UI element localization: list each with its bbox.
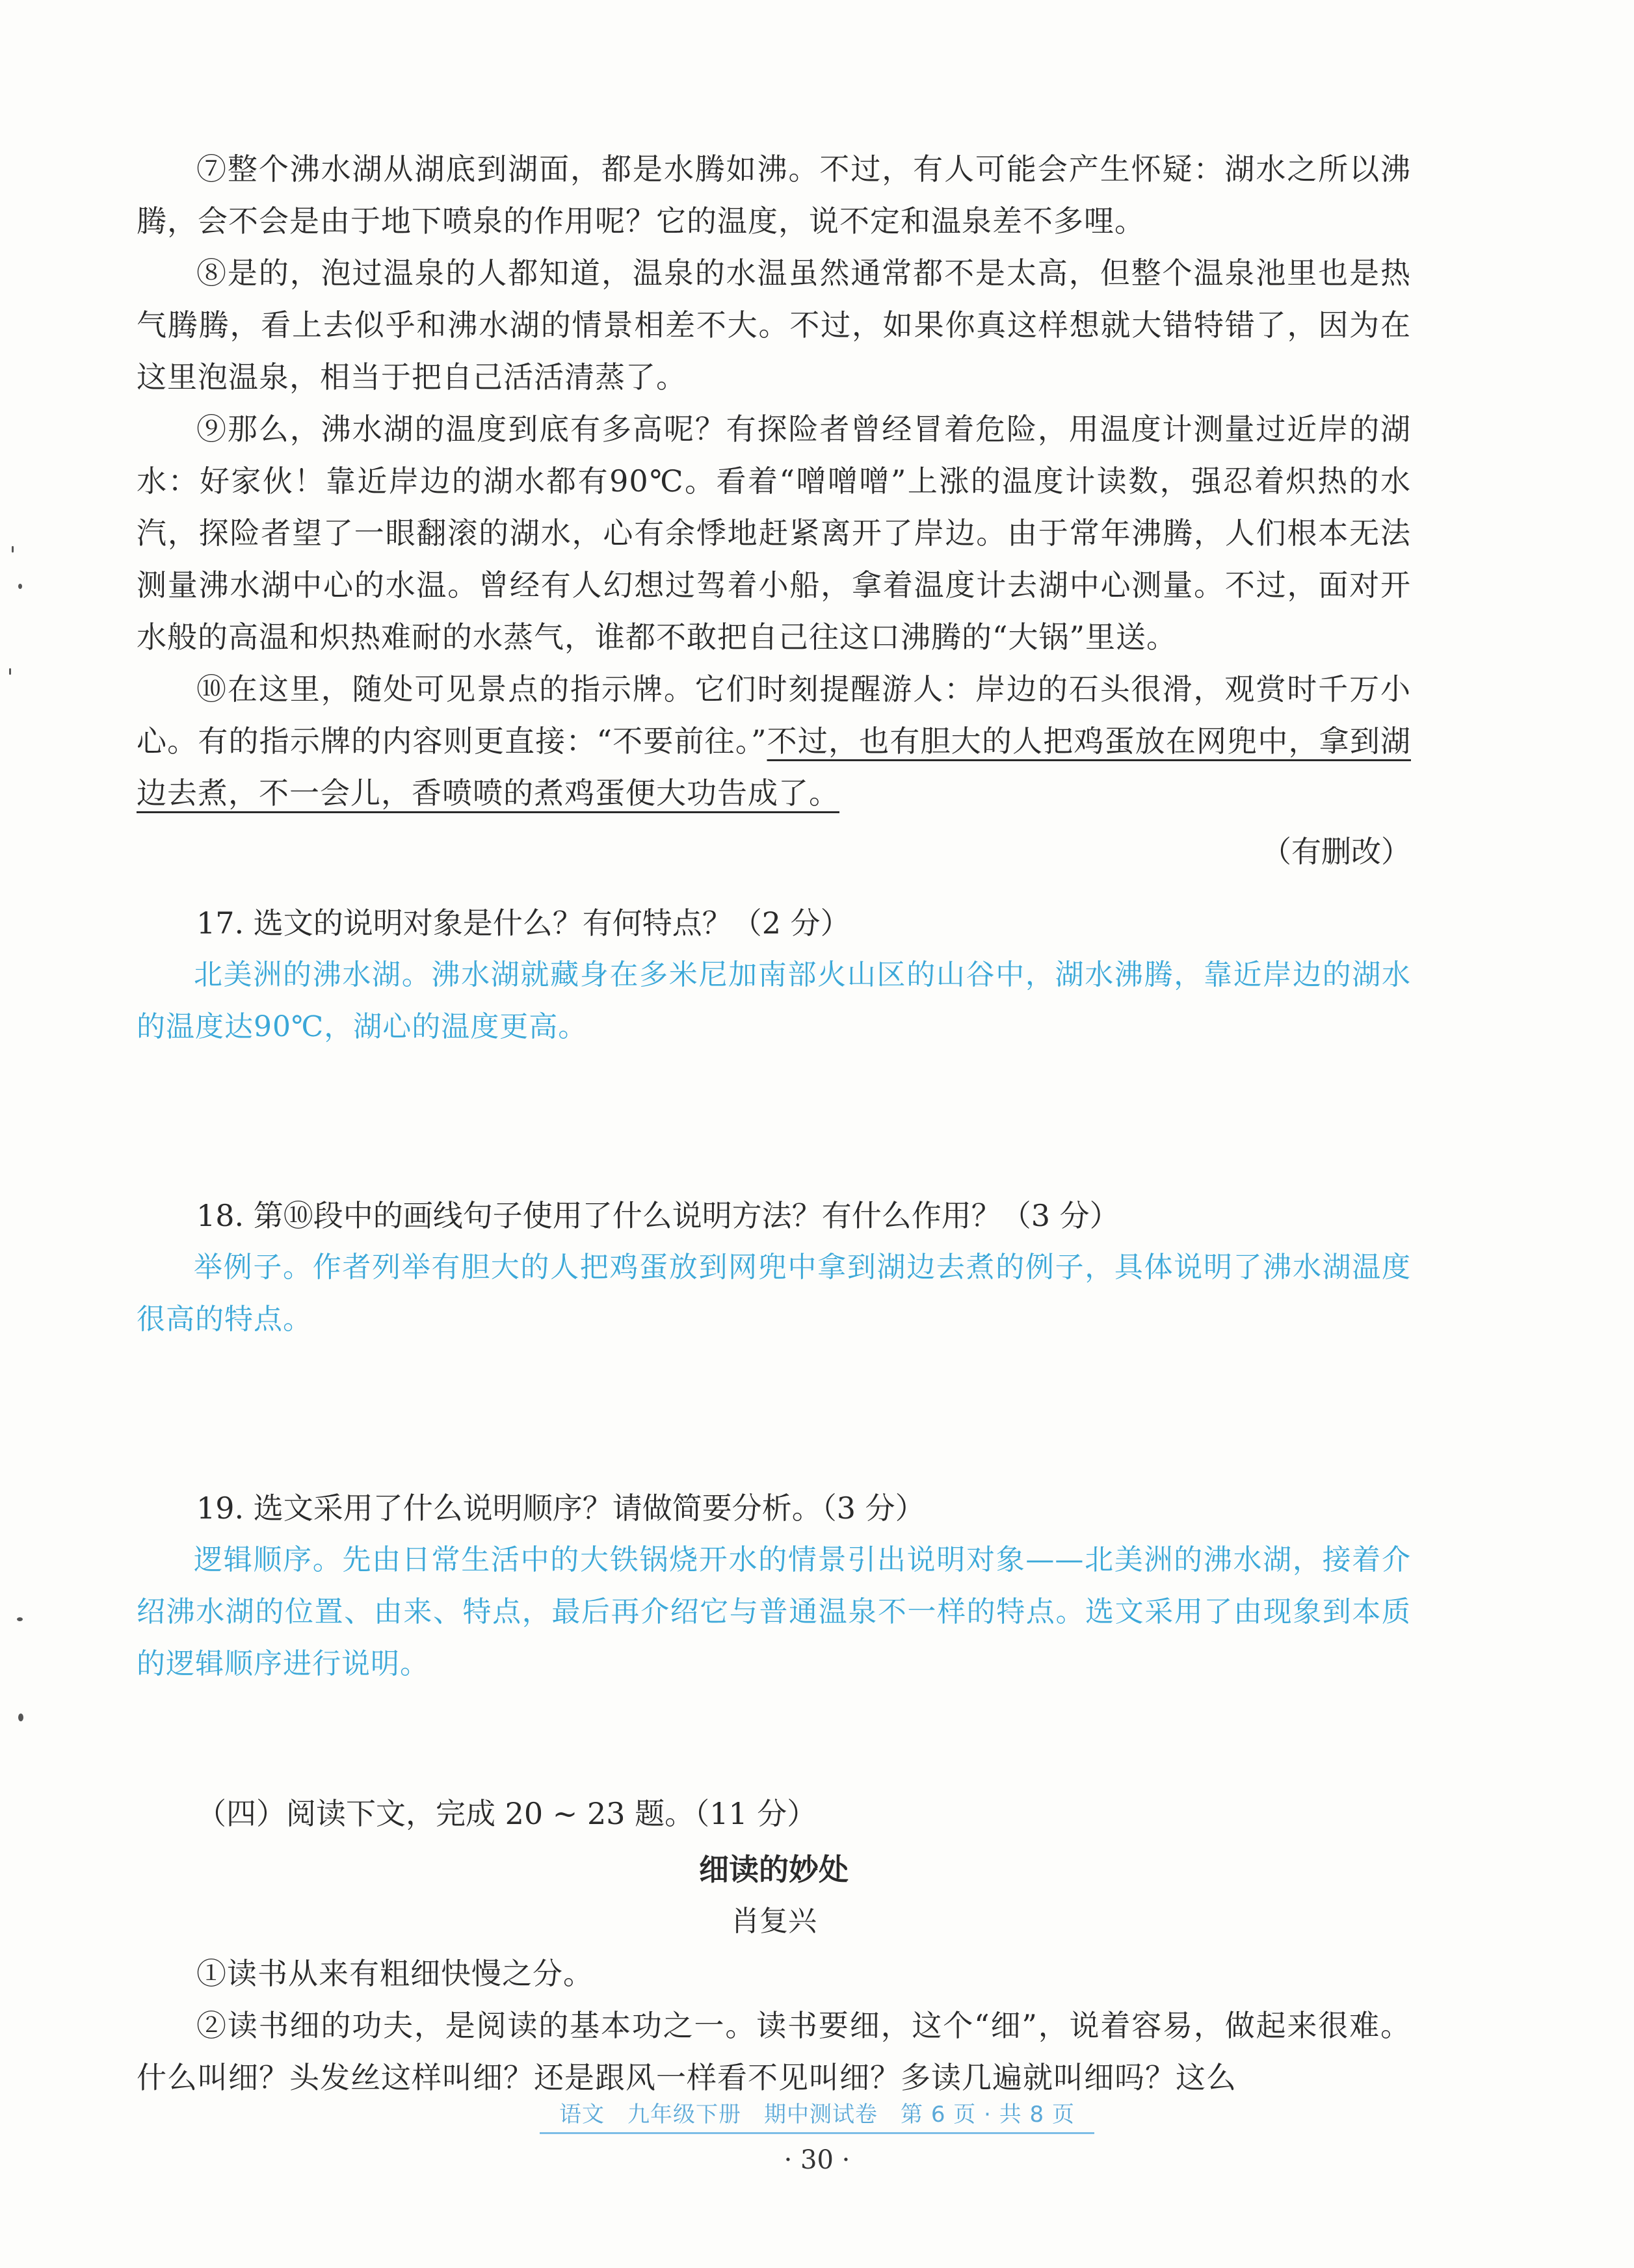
running-footer <box>0 2096 1634 2134</box>
question-19: 19. 选文采用了什么说明顺序？请做简要分析。（3 分） <box>196 1491 925 1526</box>
question-17: 17. 选文的说明对象是什么？有何特点？（2 分） <box>196 906 850 941</box>
scan-speck <box>18 1714 23 1721</box>
article-paragraph-1: ①读书从来有粗细快慢之分。 <box>196 1956 594 1991</box>
underlined-sentence: 不过，也有胆大的人把鸡蛋放在网兜中，拿到湖边去煮，不一会儿，香喷喷的煮鸡蛋便大功告成了。 <box>137 723 1411 811</box>
question-18: 18. 第⑩段中的画线句子使用了什么说明方法？有什么作用？（3 分） <box>196 1198 1120 1233</box>
page-number: · 30 · <box>784 2145 850 2175</box>
paragraph-9: ⑨那么，沸水湖的温度到底有多高呢？有探险者曾经冒着危险，用温度计测量过近岸的湖水：好家伙！靠近岸边的湖水都有90℃。看着“噌噌噌”上涨的温度计读数，强忍着炽热的水汽，探险者望了一眼翻滚的湖水，心有余悸地赶紧离开了岸边。由于常年沸腾，人们根本无法测量沸水湖中心的水温。曾经有人幻想过驾着小船，拿着温度计去湖中心测量。不过，面对开水般的高温和炽热难耐的水蒸气，谁都不敢把自己往这口沸腾的“大锅”里送。 <box>137 411 1411 655</box>
section-4-heading: （四）阅读下文，完成 20 ~ 23 题。（11 分） <box>196 1796 817 1831</box>
paragraph-8: ⑧是的，泡过温泉的人都知道，温泉的水温虽然通常都不是太高，但整个温泉池里也是热气腾腾，看上去似乎和沸水湖的情景相差不大。不过，如果你真这样想就大错特错了，因为在这里泡温泉，相当于把自己活活清蒸了。 <box>137 255 1411 395</box>
article-paragraph-2: ②读书细的功夫，是阅读的基本功之一。读书要细，这个“细”，说着容易，做起来很难。什么叫细？头发丝这样叫细？还是跟风一样看不见叫细？多读几遍就叫细吗？这么 <box>137 2008 1411 2095</box>
answer-space <box>137 1346 1411 1463</box>
article-title: 细读的妙处 <box>699 1852 849 1887</box>
paragraph-7: ⑦整个沸水湖从湖底到湖面，都是水腾如沸。不过，有人可能会产生怀疑：湖水之所以沸腾，会不会是由于地下喷泉的作用呢？它的温度，说不定和温泉差不多哩。 <box>137 151 1411 239</box>
source-note: （有删改） <box>1261 834 1411 869</box>
scan-speck <box>17 1617 23 1621</box>
answer-space <box>137 1053 1411 1170</box>
paragraph-10-text: ⑩在这里，随处可见景点的指示牌。它们时刻提醒游人：岸边的石头很滑，观赏时千万小心。有的指示牌的内容则更直接：“不要前往。” <box>137 671 1411 759</box>
answer-17: 北美洲的沸水湖。沸水湖就藏身在多米尼加南部火山区的山谷中，湖水沸腾，靠近岸边的湖水的温度达90℃，湖心的温度更高。 <box>137 958 1411 1043</box>
paragraph-10 <box>137 663 1411 819</box>
scan-speck <box>12 546 14 553</box>
answer-18: 举例子。作者列举有胆大的人把鸡蛋放到网兜中拿到湖边去煮的例子，具体说明了沸水湖温度很高的特点。 <box>137 1251 1411 1336</box>
article-author: 肖复兴 <box>731 1905 817 1938</box>
page-content <box>137 143 1411 2104</box>
answer-19: 逻辑顺序。先由日常生活中的大铁锅烧开水的情景引出说明对象——北美洲的沸水湖，接着介绍沸水湖的位置、由来、特点，最后再介绍它与普通温泉不一样的特点。选文采用了由现象到本质的逻辑顺序进行说明。 <box>137 1543 1411 1680</box>
answer-space <box>137 1690 1411 1788</box>
footer-title: 语文 九年级下册 期中测试卷 第 6 页 · 共 8 页 <box>540 2096 1094 2134</box>
scan-speck <box>9 668 11 675</box>
scan-speck <box>18 584 22 589</box>
